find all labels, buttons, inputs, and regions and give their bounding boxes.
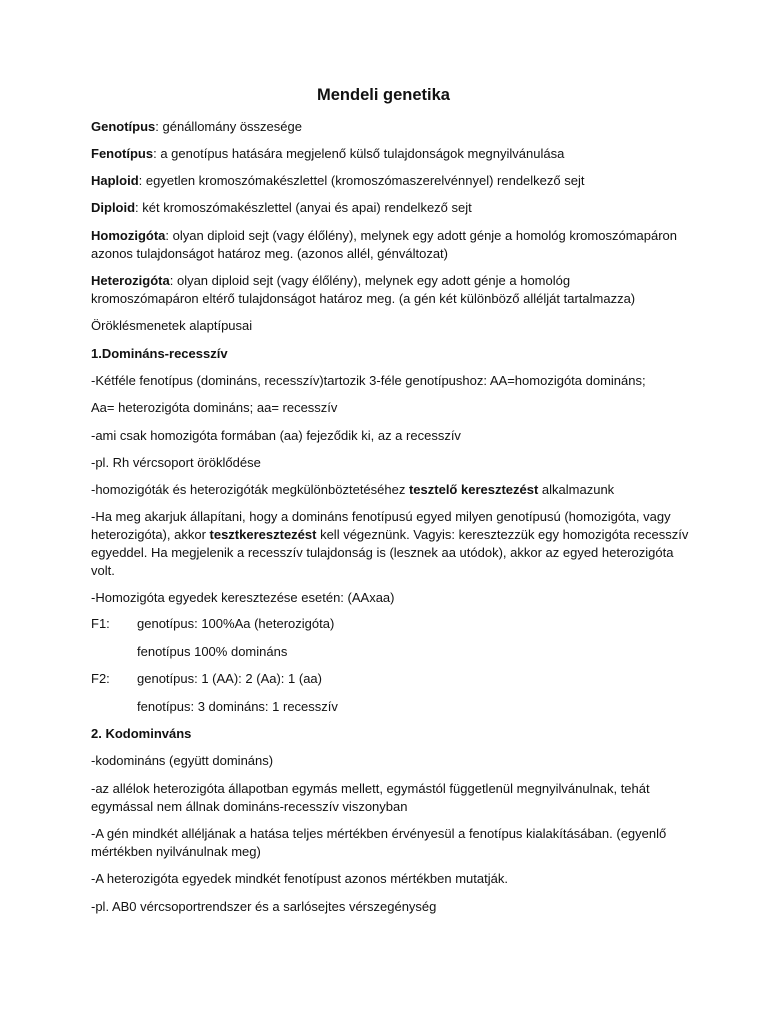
text: heterozigóta), akkor	[91, 527, 210, 542]
definition-text: : génállomány összesége	[155, 119, 302, 134]
paragraph: -ami csak homozigóta formában (aa) fejeződik ki, az a recesszív	[91, 428, 461, 443]
definition-diploid	[91, 199, 691, 218]
paragraph: -az allélok heterozigóta állapotban egymás mellett, egymástól függetlenül megnyilvánulnak, tehát	[91, 781, 650, 796]
definition-text: : a genotípus hatására megjelenő külső tulajdonságok megnyilvánulása	[153, 146, 565, 161]
paragraph	[91, 481, 691, 500]
paragraph: -A heterozigóta egyedek mindkét fenotípust azonos mértékben mutatják.	[91, 871, 508, 886]
f2-phenotype: fenotípus: 3 domináns: 1 recesszív	[137, 699, 338, 714]
term: Diploid	[91, 200, 136, 215]
generation-label-f1: F1:	[91, 616, 110, 631]
section-heading: 2. Kodominváns	[91, 726, 192, 741]
definition-text: : olyan diploid sejt (vagy élőlény), melynek egy adott génje a homológ kromoszómapáron	[165, 228, 678, 243]
definition-text: : két kromoszómakészlettel (anyai és apai) rendelkező sejt	[135, 200, 472, 215]
paragraph: Aa= heterozigóta domináns; aa= recesszív	[91, 400, 338, 415]
paragraph: -Kétféle fenotípus (domináns, recesszív)tartozik 3-féle genotípushoz: AA=homozigóta domináns;	[91, 373, 646, 388]
text: -homozigóták és heterozigóták megkülönböztetéséhez	[91, 482, 409, 497]
paragraph: -A gén mindkét alléljának a hatása teljes mértékben érvényesül a fenotípus kialakításában. (egyenlő	[91, 826, 667, 841]
definition-fenotipus	[91, 145, 691, 164]
definition-heterozigota	[91, 272, 691, 291]
definition-genotipus	[91, 118, 691, 137]
section-heading: 1.Domináns-recesszív	[91, 346, 228, 361]
f1-genotype: genotípus: 100%Aa (heterozigóta)	[137, 616, 335, 631]
paragraph: mértékben nyilvánulnak meg)	[91, 844, 261, 859]
definition-heterozigota-cont: kromoszómapáron eltérő tulajdonságot határoz meg. (a gén két különböző allélját tartalmazza)	[91, 291, 636, 306]
term: Heterozigóta	[91, 273, 170, 288]
definition-text: : egyetlen kromoszómakészlettel (kromoszómaszerelvénnyel) rendelkező sejt	[138, 173, 585, 188]
paragraph: egyeddel. Ha megjelenik a recesszív tulajdonság is (lesznek aa utódok), akkor az egyed heterozigóta	[91, 545, 674, 560]
definition-homozigota-cont: azonos tulajdonságot határoz meg. (azonos allél, génváltozat)	[91, 246, 448, 261]
bold-term: tesztelő keresztezést	[408, 482, 539, 497]
term: Genotípus	[91, 119, 156, 134]
term: Fenotípus	[91, 146, 154, 161]
definition-haploid	[91, 172, 691, 191]
text: alkalmazunk	[538, 482, 615, 497]
paragraph	[91, 526, 691, 545]
f2-genotype: genotípus: 1 (AA): 2 (Aa): 1 (aa)	[137, 671, 322, 686]
generation-label-f2: F2:	[91, 671, 110, 686]
definition-text: : olyan diploid sejt (vagy élőlény), melynek egy adott génje a homológ	[169, 273, 571, 288]
paragraph: -kodomináns (együtt domináns)	[91, 753, 274, 768]
paragraph: -Ha meg akarjuk állapítani, hogy a domináns fenotípusú egyed milyen genotípusú (homozigóta, vagy	[91, 509, 671, 524]
term: Haploid	[91, 173, 139, 188]
paragraph: -pl. Rh vércsoport öröklődése	[91, 455, 261, 470]
paragraph: egymással nem állnak domináns-recesszív viszonyban	[91, 799, 408, 814]
term: Homozigóta	[91, 228, 166, 243]
paragraph: -Homozigóta egyedek keresztezése esetén: (AAxaa)	[91, 590, 395, 605]
text: kell végeznünk. Vagyis: keresztezzük egy homozigóta recesszív	[316, 527, 689, 542]
page-title: Mendeli genetika	[317, 86, 450, 104]
f1-phenotype: fenotípus 100% domináns	[137, 644, 288, 659]
bold-term: tesztkeresztezést	[209, 527, 317, 542]
paragraph: -pl. AB0 vércsoportrendszer és a sarlósejtes vérszegénység	[91, 899, 437, 914]
section-intro: Öröklésmenetek alaptípusai	[91, 318, 253, 333]
definition-homozigota	[91, 227, 691, 246]
paragraph: volt.	[91, 563, 115, 578]
